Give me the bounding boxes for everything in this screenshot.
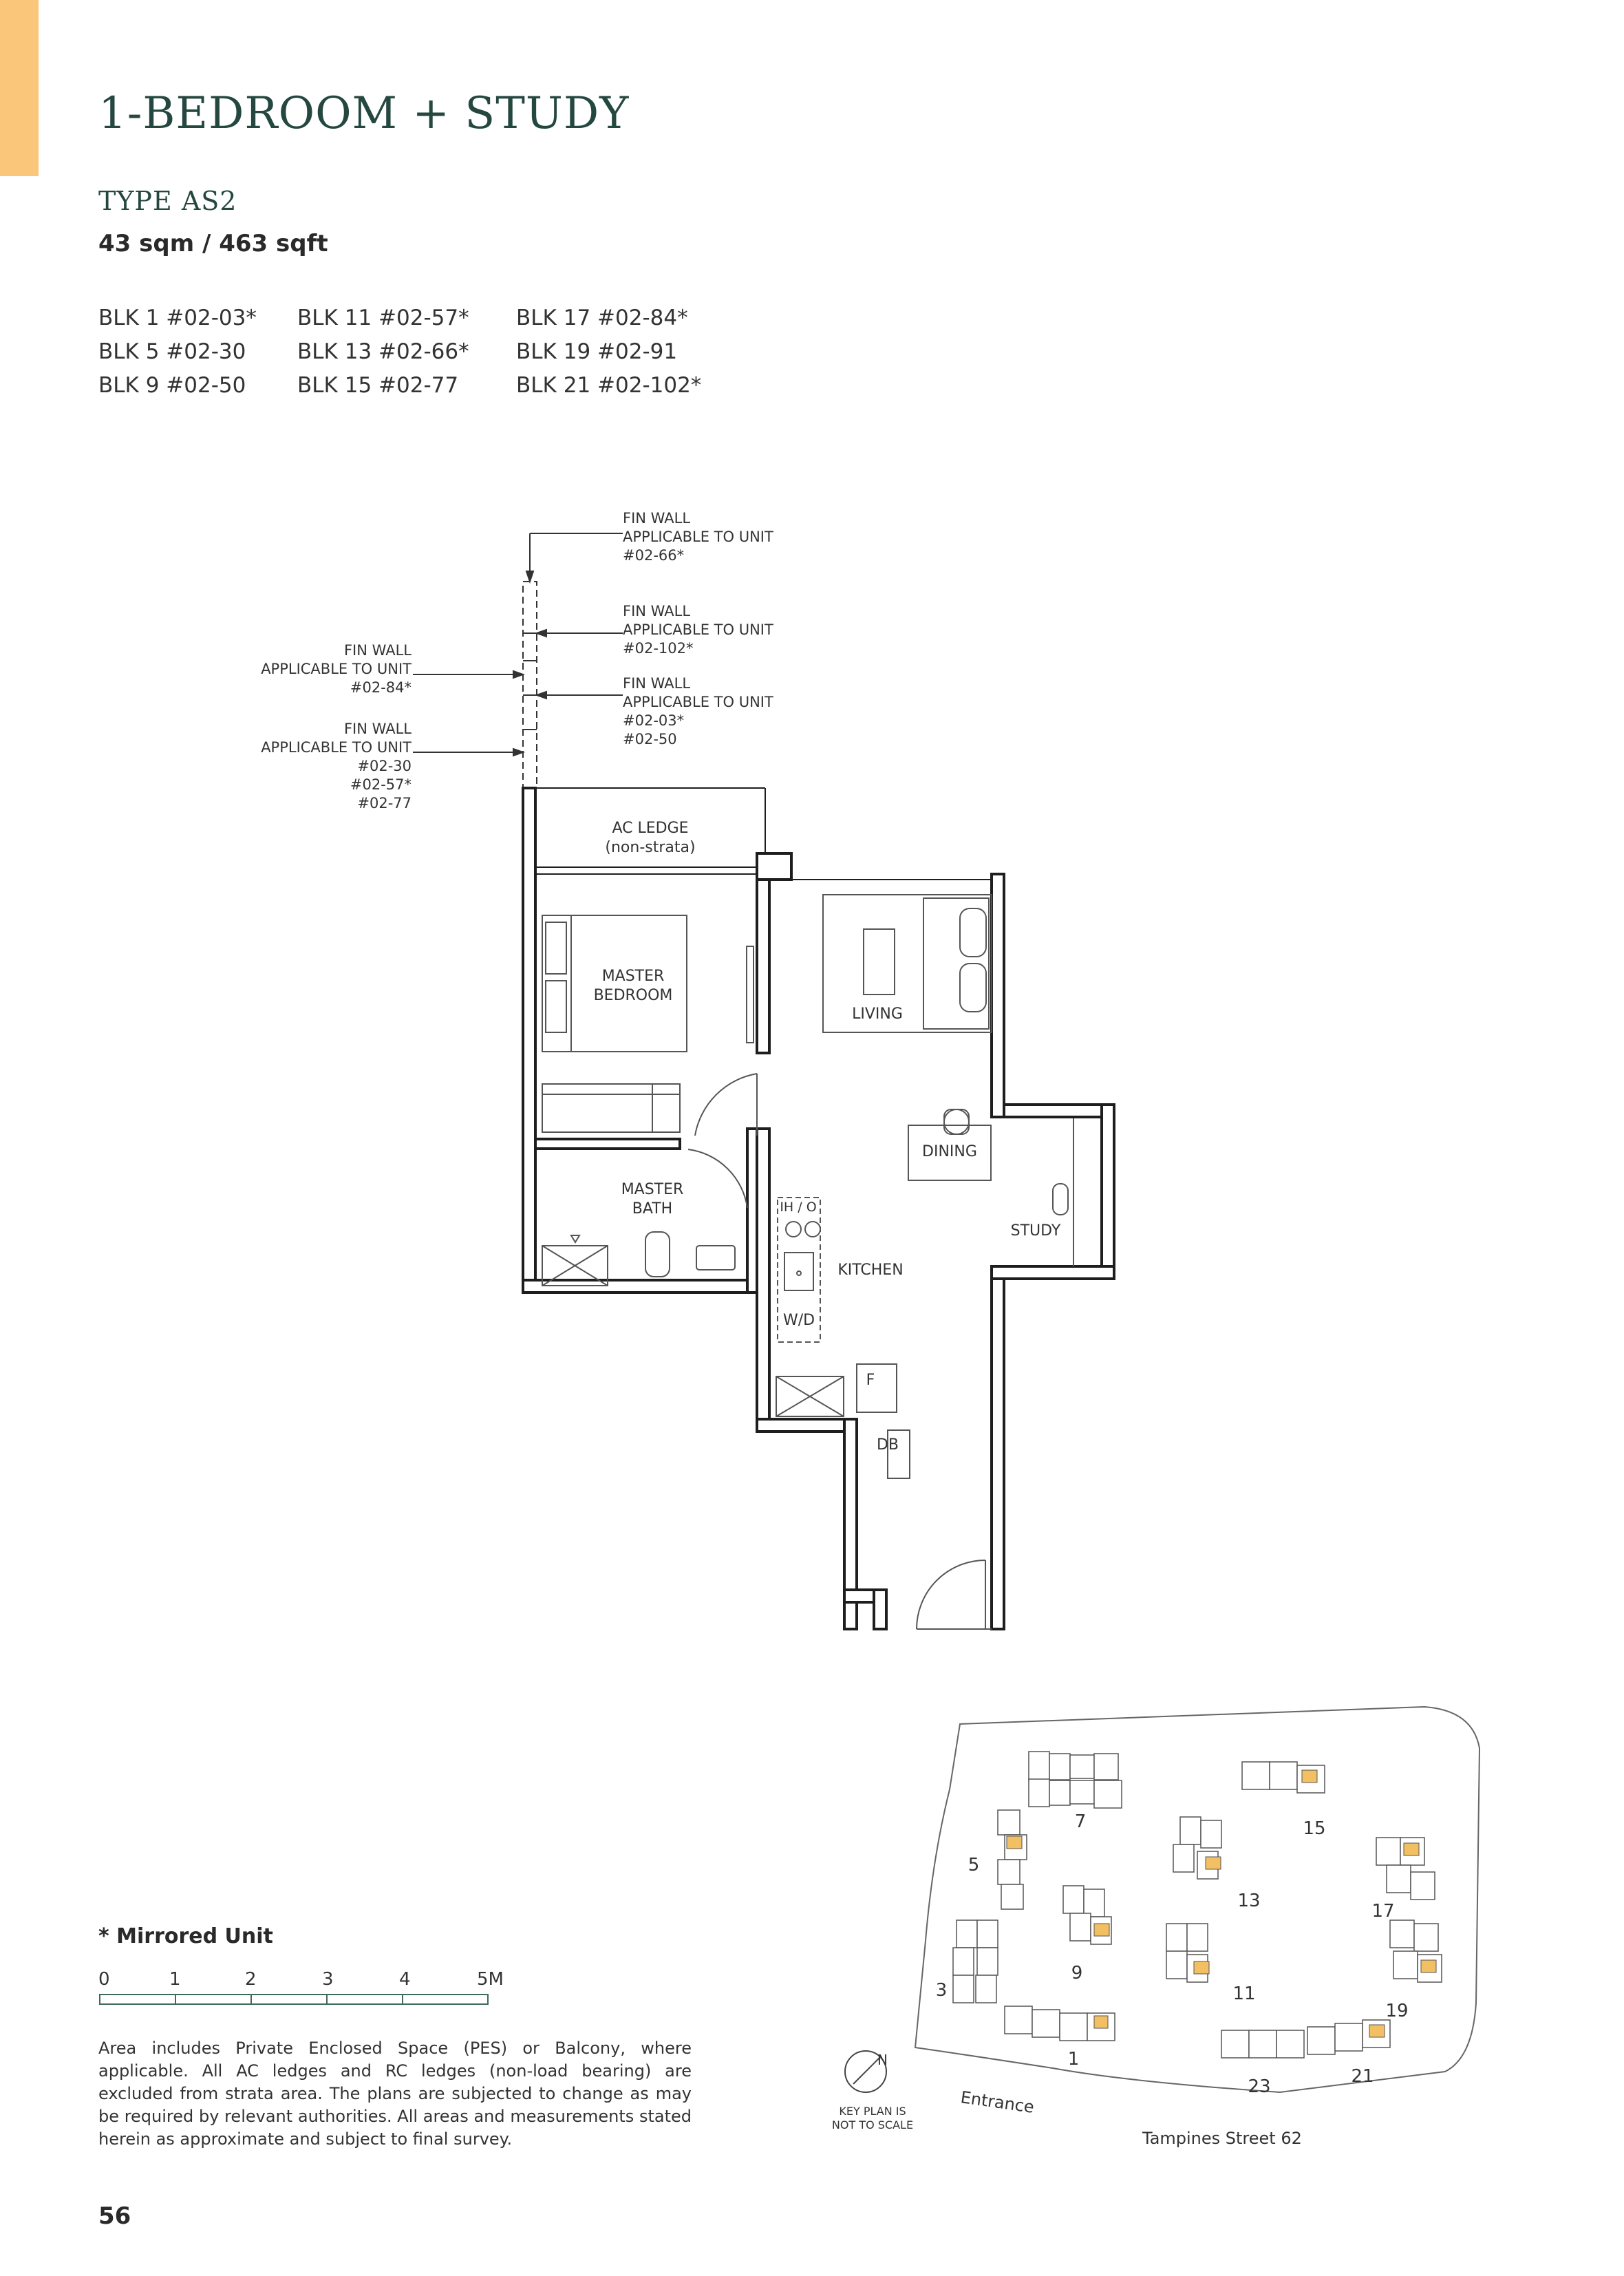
master-bath-label: MASTER (621, 1181, 684, 1198)
scale-label: 2 (245, 1969, 257, 1990)
fin-wall-label: FIN WALL (623, 510, 691, 527)
fin-wall-label: FIN WALL (343, 642, 412, 659)
unit-entry: BLK 11 #02-57* (297, 306, 469, 330)
unit-type: TYPE AS2 (98, 186, 237, 216)
unit-entry: BLK 5 #02-30 (98, 339, 246, 364)
fin-wall-label: FIN WALL (343, 721, 412, 737)
compass-icon (845, 2051, 888, 2092)
ac-ledge-label: (non-strata) (605, 839, 696, 856)
living-label: LIVING (852, 1006, 903, 1023)
not-to-scale-note: NOT TO SCALE (831, 2118, 914, 2131)
fin-wall-label: #02-30 (357, 758, 412, 774)
fridge-label: F (866, 1372, 875, 1389)
building-footprints (953, 1752, 1442, 2058)
page-number: 56 (98, 2202, 131, 2230)
master-bedroom-label: MASTER (601, 968, 665, 985)
fin-wall-label: #02-03* (623, 712, 685, 729)
fin-wall-label: #02-66* (623, 547, 685, 564)
highlighted-unit (1007, 1836, 1022, 1849)
unit-list-col3 (516, 301, 701, 403)
block-label: 5 (968, 1855, 980, 1875)
highlighted-unit (1206, 1857, 1221, 1869)
block-label: 21 (1351, 2066, 1374, 2087)
fin-wall-label: #02-77 (357, 795, 412, 811)
master-bath-label: BATH (632, 1200, 673, 1217)
washer-dryer-label: W/D (782, 1312, 815, 1329)
street-label: Tampines Street 62 (1142, 2129, 1302, 2148)
unit-entry: BLK 13 #02-66* (297, 339, 469, 364)
block-label: 19 (1385, 2001, 1409, 2021)
highlighted-unit (1404, 1843, 1419, 1855)
highlighted-unit (1094, 2016, 1108, 2028)
fin-wall-label: #02-102* (623, 640, 694, 657)
fin-wall-label: APPLICABLE TO UNIT (261, 661, 412, 677)
block-label: 13 (1237, 1891, 1261, 1911)
kitchen-label: KITCHEN (837, 1262, 904, 1279)
db-label: DB (876, 1436, 899, 1454)
scale-labels (98, 1969, 504, 1990)
not-to-scale-note: KEY PLAN IS (839, 2105, 906, 2118)
fin-wall-label: FIN WALL (623, 603, 691, 619)
unit-entry: BLK 9 #02-50 (98, 373, 246, 398)
unit-list-col2 (297, 301, 469, 403)
scale-label: 3 (322, 1969, 334, 1990)
compass-north: N (877, 2052, 888, 2068)
outer-walls (523, 788, 1114, 1629)
master-bedroom-label: BEDROOM (593, 987, 673, 1004)
entrance-label: Entrance (959, 2087, 1036, 2117)
key-plan (812, 1693, 1514, 2189)
dining-label: DINING (922, 1143, 977, 1160)
fin-wall-label: #02-50 (623, 731, 677, 747)
scale-segments (100, 1995, 488, 2004)
highlighted-unit (1094, 1924, 1109, 1936)
unit-entry: BLK 17 #02-84* (516, 306, 688, 330)
mirrored-unit-note: * Mirrored Unit (98, 1924, 273, 1948)
unit-entry: BLK 1 #02-03* (98, 306, 257, 330)
fin-wall-label: #02-57* (350, 776, 412, 793)
unit-list-col1 (98, 301, 257, 403)
block-label: 17 (1371, 1901, 1395, 1922)
scale-bar (98, 1968, 511, 2010)
scale-label: 4 (399, 1969, 411, 1990)
block-label: 7 (1074, 1811, 1087, 1832)
highlighted-unit (1421, 1960, 1436, 1972)
highlighted-unit (1194, 1961, 1209, 1974)
fin-wall-label: APPLICABLE TO UNIT (623, 694, 773, 710)
block-label: 15 (1303, 1818, 1326, 1839)
unit-entry: BLK 21 #02-102* (516, 373, 702, 398)
ih-o-label: IH / O (780, 1200, 817, 1215)
fin-wall-label: APPLICABLE TO UNIT (623, 621, 773, 638)
fin-wall-label: FIN WALL (623, 675, 691, 692)
scale-label: 0 (98, 1969, 110, 1990)
block-label: 11 (1232, 1983, 1256, 2004)
fin-wall-label: APPLICABLE TO UNIT (623, 529, 773, 545)
highlighted-unit (1302, 1770, 1317, 1783)
site-boundary (915, 1707, 1479, 2092)
accent-tab (0, 0, 39, 176)
fin-wall-label: #02-84* (350, 679, 412, 696)
scale-label: 5M (477, 1969, 504, 1990)
fin-wall-stack (413, 533, 623, 788)
fin-wall-label: APPLICABLE TO UNIT (261, 739, 412, 756)
fin-wall-callouts (261, 510, 773, 811)
unit-entry: BLK 15 #02-77 (297, 373, 459, 398)
unit-area: 43 sqm / 463 sqft (98, 230, 328, 257)
scale-label: 1 (169, 1969, 181, 1990)
unit-entry: BLK 19 #02-91 (516, 339, 678, 364)
block-label: 3 (935, 1980, 948, 2001)
block-label: 23 (1248, 2076, 1271, 2097)
highlighted-unit (1369, 2025, 1385, 2037)
block-label: 9 (1071, 1963, 1083, 1983)
ac-ledge-label: AC LEDGE (612, 820, 689, 837)
disclaimer-notes: Area includes Private Enclosed Space (PES) or Balcony, where applicable. All AC ledges and RC ledges (non-load bearing) are excluded from strata area. The plans are subjected to change as may be required by relevant authorities. All areas and measurements stated herein as approximate and subject to final survey. (98, 2039, 692, 2149)
block-label: 1 (1067, 2049, 1080, 2070)
floor-plan (206, 482, 1170, 1652)
page-title: 1-BEDROOM + STUDY (98, 88, 630, 139)
study-label: STUDY (1010, 1222, 1061, 1240)
